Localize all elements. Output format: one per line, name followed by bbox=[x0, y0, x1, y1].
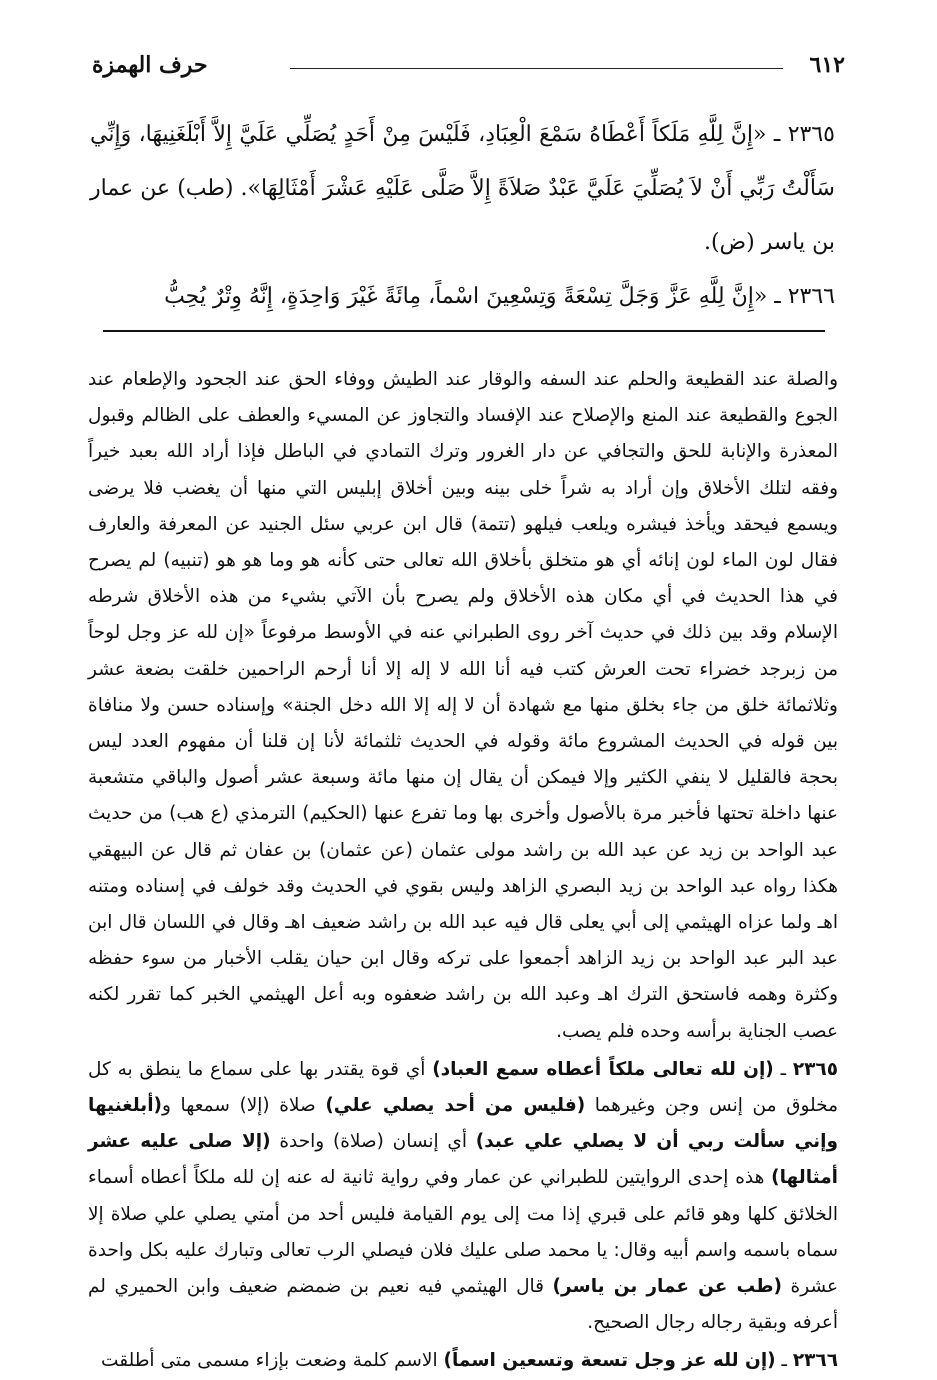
commentary-text: هذه إحدى الروايتين للطبراني عن عمار وفي رواية ثانية له عنه إن لله ملكاً أعطاه أسماء الخلائق كلها وهو قائم على قبري إذا مت إلى يوم القيامة فليس أحد من أمتي يصلي علي صلاة إلا سماه باسمه واسم أبيه وقال: يا محمد صلى عليك فلان فيصلي الرب تعالى وتبارك عليه بكل واحدة عشرة bbox=[88, 1167, 838, 1298]
section-title: حرف الهمزة bbox=[92, 52, 208, 78]
footnote-divider bbox=[103, 330, 825, 332]
commentary-text: أي إنسان (صلاة) واحدة bbox=[279, 1131, 467, 1153]
hadith-number: ٢٣٦٦ bbox=[787, 284, 835, 309]
hadith-entry: ٢٣٦٦ ـ «إِنَّ لِلَّهِ عَزَّ وَجَلَّ تِسْعَةً وَتِسْعِينَ اسْماً، مِائَةً غَيْرَ وَاحِدَةٍ، إِنَّهُ وِتْرٌ يُحِبُّ bbox=[164, 284, 835, 309]
lemma: (فليس من أحد يصلي علي) bbox=[325, 1095, 586, 1117]
lemma: (إلا صلى عليه عشر أمثالها) bbox=[88, 1131, 838, 1189]
hadith-text: «إِنَّ لِلَّهِ مَلَكاً أَعْطَاهُ سَمْعَ الْعِبَادِ، فَلَيْسَ مِنْ أَحَدٍ يُصَلِّي عَلَيَّ إِلاَّ أَبْلَغَنِيهَا، وَإِنِّي سَأَلْتُ رَبِّي أَنْ لاَ يُصَلِّيَ عَلَيَّ عَبْدٌ صَلاَةً إِلاَّ صَلَّى عَلَيْهِ عَشْرَ أَمْثَالِهَا». (طب) عن عمار بن ياسر (ض). bbox=[90, 122, 835, 255]
commentary-entry-2365: ٢٣٦٥ ـ (إن لله تعالى ملكاً أعطاه سمع العباد) أي قوة يقتدر بها على سماع ما ينطق به كل مخلوق من إنس وجن وغيرهما (فليس من أحد يصلي علي) صلاة (إلا) سمعها و(أبلغنيها وإني سألت ربي أن لا يصلي علي عبد) أي إنسان (صلاة) واحدة (إلا صلى عليه عشر أمثالها) هذه إحدى الروايتين للطبراني عن عمار وفي رواية ثانية له عنه إن لله ملكاً أعطاه أسماء الخلائق كلها وهو قائم على قبري إذا مت إلى يوم القيامة فليس أحد من أمتي يصلي علي صلاة إلا سماه باسمه واسم أبيه وقال: يا محمد صلى عليك فلان فيصلي الرب تعالى وتبارك عليه بكل واحدة عشرة (طب عن عمار بن ياسر) قال الهيثمي فيه نعيم بن ضمضم ضعيف وابن الحميري لم أعرفه وبقية رجاله رجال الصحيح. bbox=[88, 1058, 838, 1334]
commentary-entry-2366: ٢٣٦٦ ـ (إن لله عز وجل تسعة وتسعين اسماً) الاسم كلمة وضعت بإزاء مسمى متى أطلقت bbox=[101, 1350, 838, 1372]
page-header bbox=[92, 50, 845, 86]
lemma: (إن لله عز وجل تسعة وتسعين اسماً) bbox=[443, 1350, 776, 1372]
lemma: (أبلغنيها وإني سألت ربي أن لا يصلي علي عبد) bbox=[88, 1095, 838, 1153]
hadith-entry: ٢٣٦٥ ـ «إِنَّ لِلَّهِ مَلَكاً أَعْطَاهُ سَمْعَ الْعِبَادِ، فَلَيْسَ مِنْ أَحَدٍ يُصَلِّي عَلَيَّ إِلاَّ أَبْلَغَنِيهَا، وَإِنِّي سَأَلْتُ رَبِّي أَنْ لاَ يُصَلِّيَ عَلَيَّ عَبْدٌ صَلاَةً إِلاَّ صَلَّى عَلَيْهِ عَشْرَ أَمْثَالِهَا». (طب) عن عمار بن ياسر (ض). bbox=[90, 122, 835, 255]
commentary-text: أي قوة يقتدر بها على سماع ما ينطق به كل مخلوق من إنس وجن وغيرهما bbox=[88, 1058, 838, 1117]
commentary-block bbox=[88, 362, 838, 1380]
commentary-text: الاسم كلمة وضعت بإزاء مسمى متى أطلقت bbox=[101, 1350, 438, 1372]
entry-number: ٢٣٦٦ bbox=[792, 1350, 838, 1372]
entry-number: ٢٣٦٥ bbox=[792, 1058, 838, 1080]
hadith-text-block bbox=[90, 108, 835, 324]
commentary-paragraph: والصلة عند القطيعة والحلم عند السفه والوقار عند الطيش ووفاء الحق عند الجحود والإطعام عند الجوع والقطيعة عند المنع والإصلاح عند الإفساد والتجاوز عن المسيء والعطف على الظالم وقبول المعذرة والإنابة للحق والتجافي عن دار الغرور وترك التمادي في الباطل فإذا أراد الله بعبد خيراً وفقه لتلك الأخلاق وإن أراد به شراً خلى بينه وبين أخلاق إبليس التي منها أن يغضب فلا يرضى ويسمع فيحقد ويأخذ فيشره ويلعب فيلهو (تتمة) قال ابن عربي سئل الجنيد عن المعرفة والعارف فقال لون الماء لون إنائه أي هو متخلق بأخلاق الله تعالى حتى كأنه هو وما هو هو (تنبيه) لم يصرح في هذا الحديث في أي مكان هذه الأخلاق ولم يصرح بأن الآتي بشيء من هذه الأخلاق شرطه الإسلام وقد بين ذلك في حديث آخر روى الطبراني عنه في الأوسط مرفوعاً «إن لله عز وجل لوحاً من زبرجد خضراء تحت العرش كتب فيه أنا الله لا إله إلا أنا أرحم الراحمين خلقت بضعة عشر وثلاثمائة خلق من جاء بخلق منها مع شهادة أن لا إله إلا الله دخل الجنة» وإسناده حسن ولا منافاة بين قوله في الحديث المشروع مائة وقوله في الحديث ثلثمائة لأنا إن قلنا أن مفهوم العدد ليس بحجة فالقليل لا ينفي الكثير وإلا فيمكن أن يقال إن منها مائة وسبعة عشر أصول والباقي متشعبة عنها داخلة تحتها فأخبر مرة بالأصول وأخرى بها وما تفرع عنها (الحكيم) الترمذي (ع هب) من حديث عبد الواحد بن زيد عن عبد الله بن راشد مولى عثمان (عن عثمان) بن عفان ثم قال عن البيهقي هكذا رواه عبد الواحد بن زيد البصري الزاهد وليس بقوي في الحديث وقد خولف في إسناده ومتنه اهـ ولما عزاه الهيثمي إلى أبي يعلى قال فيه عبد الله بن راشد ضعيف اهـ وقال في اللسان قال ابن عبد البر عبد الواحد بن زيد الزاهد أجمعوا على تركه وقال ابن حيان يقلب الأخبار من سوء حفظه وكثرة وهمه فاستحق الترك اهـ وعبد الله بن راشد ضعفوه وبه أعل الهيثمي الخبر كما تقرر لكنه عصب الجناية برأسه وحده فلم يصب. bbox=[88, 369, 838, 1042]
hadith-text: «إِنَّ لِلَّهِ عَزَّ وَجَلَّ تِسْعَةً وَتِسْعِينَ اسْماً، مِائَةً غَيْرَ وَاحِدَةٍ، إِنَّهُ وِتْرٌ يُحِبُّ bbox=[164, 284, 768, 309]
commentary-text: قال الهيثمي فيه نعيم بن ضمضم ضعيف وابن الحميري لم أعرفه وبقية رجاله رجال الصحيح. bbox=[88, 1276, 838, 1334]
page-number: ٦١٢ bbox=[809, 52, 845, 78]
commentary-text: صلاة (إلا) سمعها و bbox=[162, 1095, 316, 1117]
hadith-number: ٢٣٦٥ bbox=[787, 122, 835, 147]
source-citation: (طب عن عمار بن ياسر) bbox=[552, 1276, 782, 1298]
lemma: (إن لله تعالى ملكاً أعطاه سمع العباد) bbox=[432, 1058, 774, 1080]
header-rule bbox=[290, 68, 783, 69]
